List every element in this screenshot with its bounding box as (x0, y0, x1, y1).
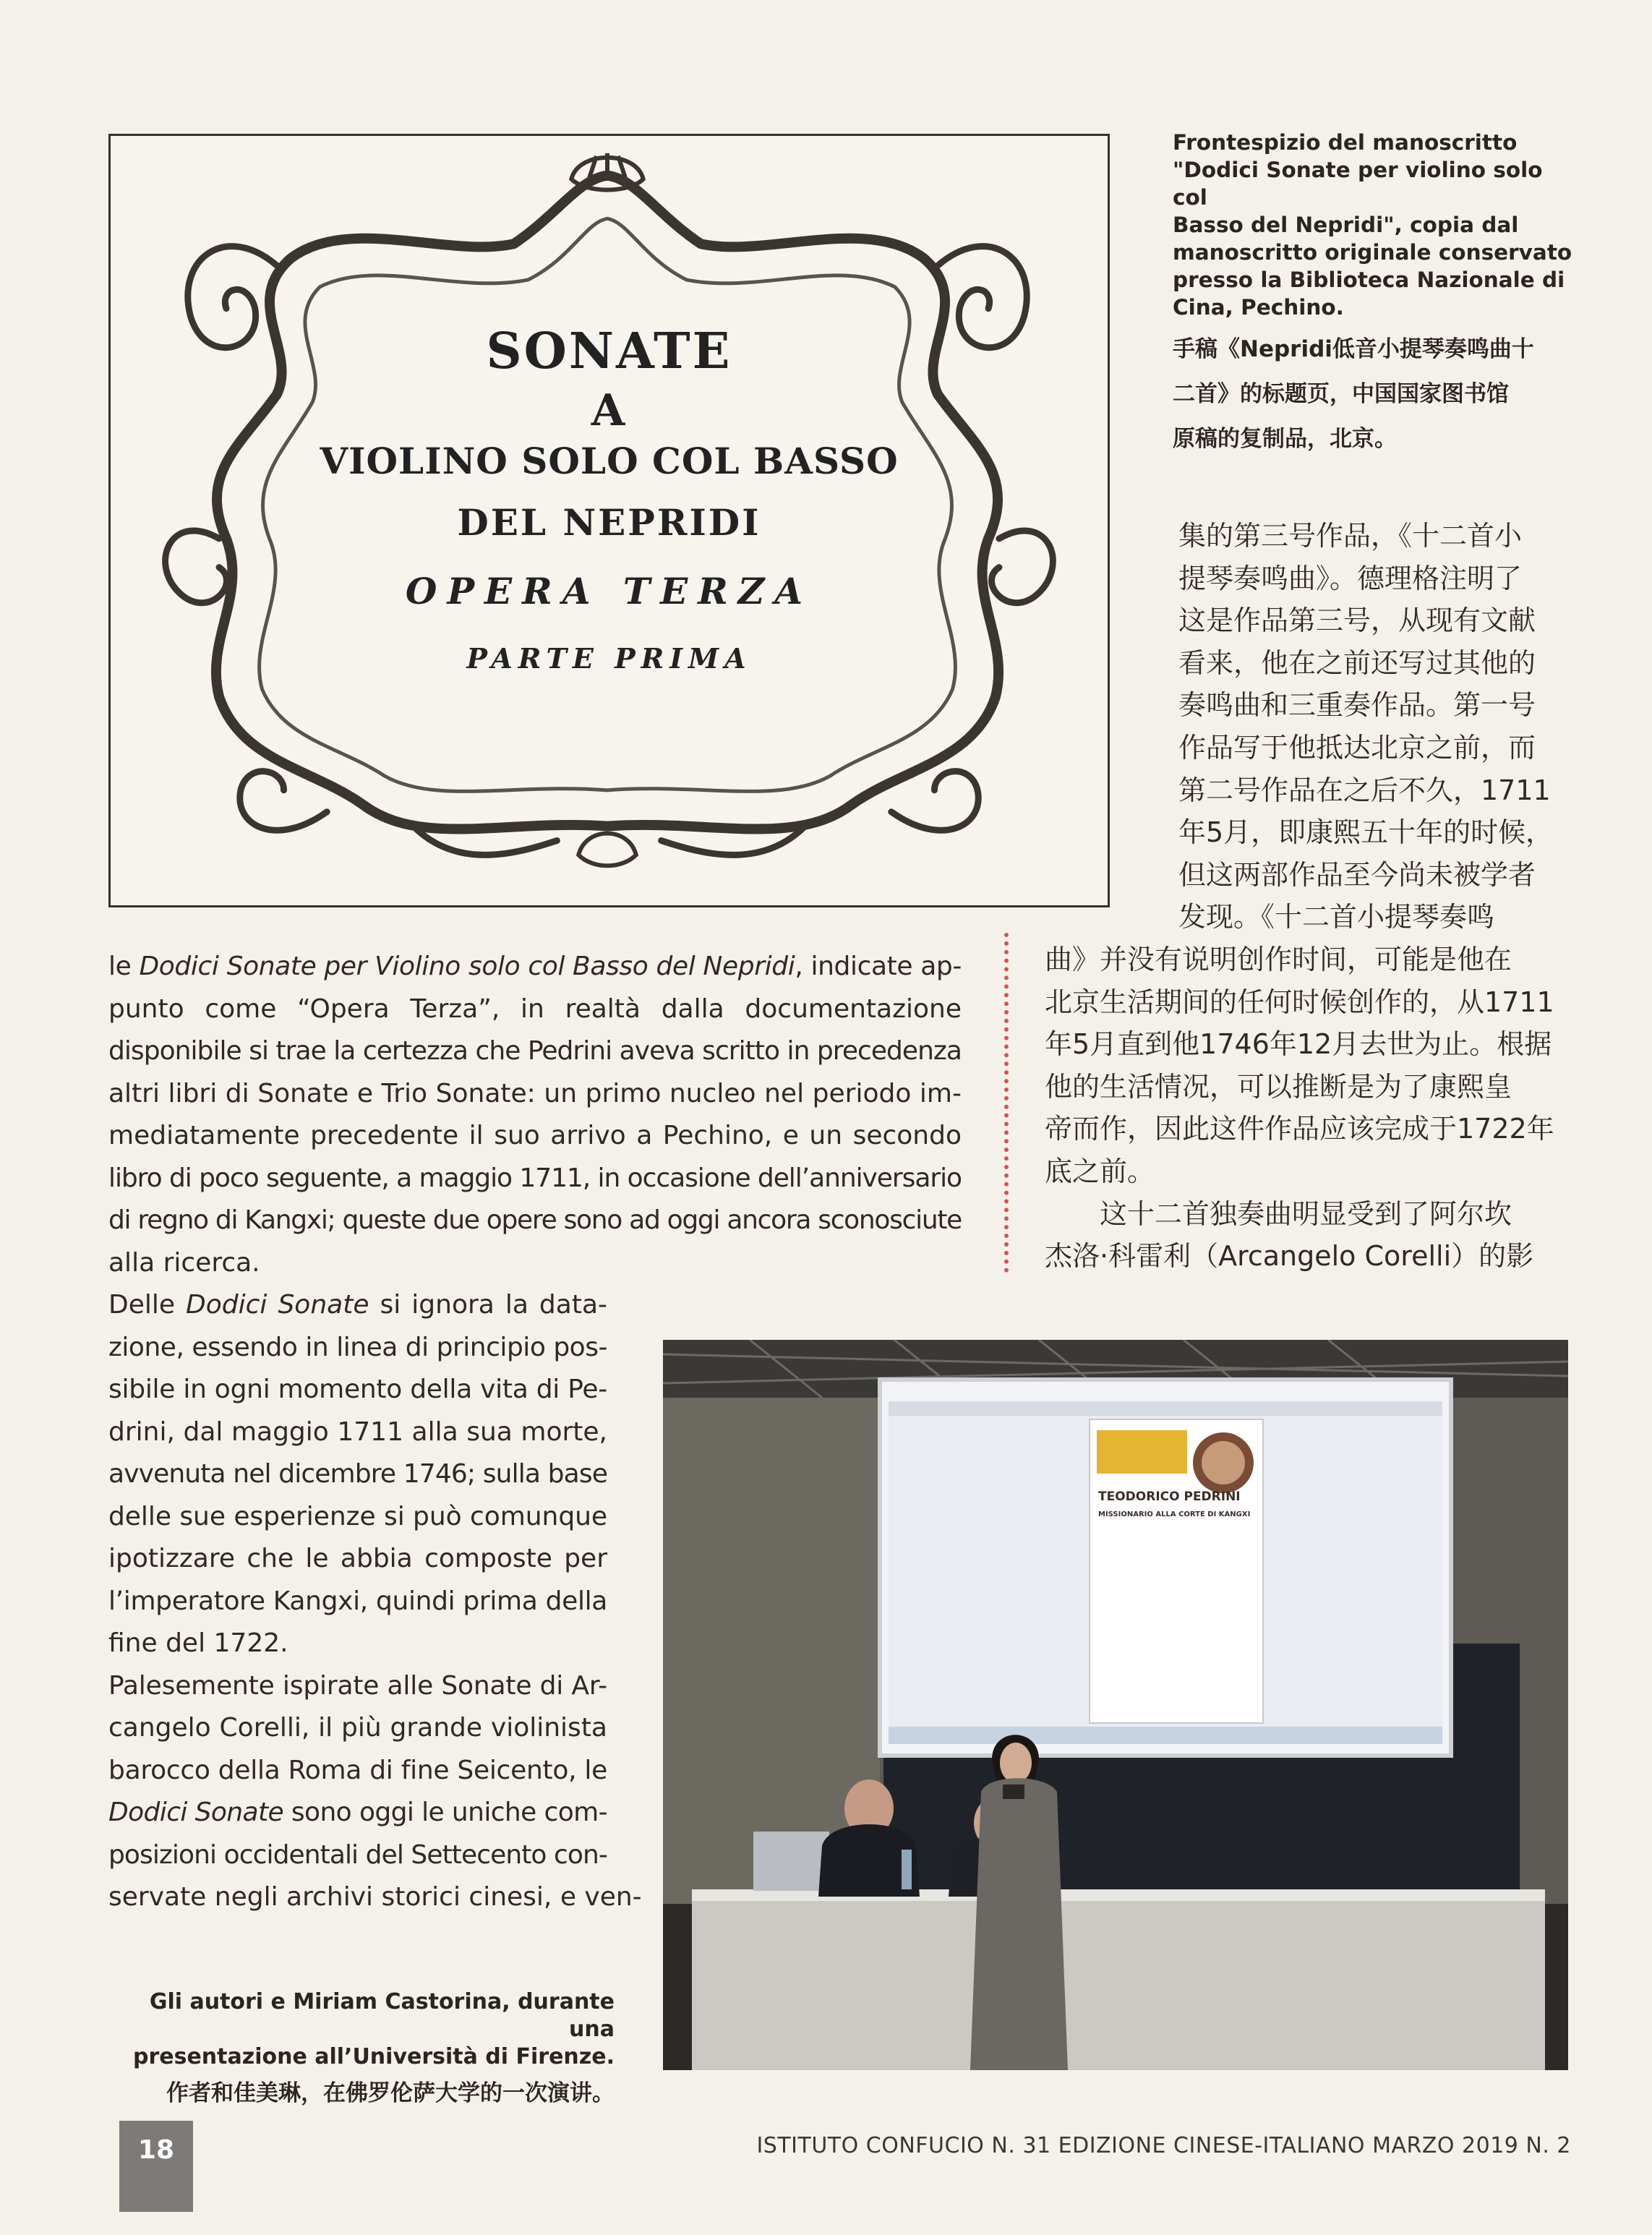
caption-italian (1173, 129, 1578, 321)
zh-line: 这是作品第三号，从现有文献 (1178, 604, 1536, 637)
text-line (108, 1538, 607, 1581)
text-line (108, 1369, 607, 1411)
chinese-paragraph-1a (1178, 515, 1652, 939)
caption-line: Cina, Pechino. (1173, 295, 1344, 320)
frontispiece-image (108, 134, 1110, 907)
text-line (108, 1453, 607, 1496)
text-line (108, 1411, 607, 1454)
text-line (108, 1158, 962, 1200)
caption-chinese: 作者和佳美琳，在佛罗伦萨大学的一次演讲。 (166, 2080, 615, 2106)
caption-italian (108, 1988, 615, 2071)
frontispiece-line-a: A (591, 385, 628, 436)
caption-line: 原稿的复制品，北京。 (1173, 426, 1397, 452)
text-line (108, 1242, 962, 1285)
zh-line: 年5月直到他1746年12月去世为止。根据 (1045, 1028, 1552, 1061)
text-span: sibile in ogni momento della vita di Pe- (108, 1375, 607, 1404)
zh-line: 底之前。 (1045, 1155, 1155, 1187)
italic-title-text: Dodici Sonate (108, 1798, 284, 1827)
frontispiece-line-nepridi: DEL NEPRIDI (457, 501, 761, 544)
frontispiece-line-violino: VIOLINO SOLO COL BASSO (320, 440, 899, 482)
presentation-photo (663, 1340, 1568, 2070)
text-line (108, 1115, 962, 1158)
caption-line: 二首》的标题页，中国国家图书馆 (1173, 381, 1509, 407)
text-line (108, 1623, 607, 1665)
text-line (108, 1834, 607, 1877)
text-line (108, 1284, 607, 1327)
text-span: altri libri di Sonate e Trio Sonate: un primo nucleo nel periodo im- (108, 1078, 962, 1108)
page-number-box (119, 2121, 193, 2212)
zh-line: 作品写于他抵达北京之前，而 (1178, 731, 1536, 764)
text-span: le (108, 952, 140, 981)
italian-body-text-1 (108, 946, 962, 1284)
caption-line: Frontespizio del manoscritto (1173, 130, 1518, 155)
zh-line: 奏鸣曲和三重奏作品。第一号 (1178, 689, 1536, 722)
text-line (108, 1581, 607, 1623)
text-span: mediatamente precedente il suo arrivo a Pechino, e un secondo (108, 1121, 962, 1150)
frontispiece-line-opera: OPERA TERZA (405, 570, 813, 612)
zh-line: 年5月，即康熙五十年的时候， (1178, 816, 1554, 849)
caption-line: presso la Biblioteca Nazionale di (1173, 268, 1565, 292)
text-span: libro di poco seguente, a maggio 1711, in occasione dell’anniversario (108, 1163, 962, 1193)
text-line (108, 988, 962, 1031)
zh-line: 发现。《十二首小提琴奏鸣 (1178, 901, 1495, 933)
photo-scene (663, 1340, 1568, 2070)
text-span: posizioni occidentali del Settecento con- (108, 1839, 607, 1870)
caption-line: presentazione all’Università di Firenze. (132, 2044, 615, 2069)
text-line (108, 1876, 642, 1919)
caption-line: Basso del Nepridi", copia dal (1173, 213, 1519, 237)
chinese-paragraph-2 (1045, 1193, 1565, 1278)
text-line (108, 1792, 607, 1834)
frontispiece-title: SONATE (486, 322, 732, 380)
text-span: zione, essendo in linea di principio pos- (108, 1332, 607, 1362)
screen-slide-title: TEODORICO PEDRINI (1098, 1490, 1241, 1504)
chinese-body-text (1045, 515, 1565, 1278)
caption-chinese (1173, 327, 1578, 461)
footer-publication-info: ISTITUTO CONFUCIO N. 31 EDIZIONE CINESE-ITALIANO MARZO 2019 N. 2 (756, 2133, 1571, 2158)
caption-line: manoscritto originale conservato (1173, 240, 1572, 265)
caption-line: 手稿《Nepridi低音小提琴奏鸣曲十 (1173, 336, 1534, 362)
zh-line: 曲》并没有说明创作时间，可能是他在 (1045, 943, 1512, 975)
text-span: disponibile si trae la certezza che Pedrini aveva scritto in precedenza (108, 1036, 962, 1066)
text-line (108, 1073, 962, 1116)
frontispiece-line-parte: PARTE PRIMA (466, 642, 752, 675)
caption-line: "Dodici Sonate per violino solo col (1173, 158, 1543, 210)
text-span: di regno di Kangxi; queste due opere sono ad oggi ancora sconosciute (108, 1205, 962, 1235)
zh-line: 他的生活情况，可以推断是为了康熙皇 (1045, 1070, 1512, 1103)
text-line (108, 1707, 607, 1750)
zh-line: 第二号作品在之后不久，1711 (1178, 774, 1551, 806)
chinese-paragraph-1b (1045, 939, 1565, 1193)
text-span: , indicate ap- (795, 952, 962, 981)
text-line (108, 1496, 607, 1539)
text-line (108, 1200, 962, 1242)
italian-body-text-2 (108, 1284, 642, 1919)
text-span: cangelo Corelli, il più grande violinista (108, 1713, 607, 1743)
text-span: punto come “Opera Terza”, in realtà dalla documentazione (108, 993, 962, 1024)
text-line (108, 1327, 607, 1369)
zh-line: 北京生活期间的任何时候创作的，从1711 (1045, 986, 1554, 1018)
zh-line: 这十二首独奏曲明显受到了阿尔坎 (1100, 1197, 1512, 1230)
text-span: Palesemente ispirate alle Sonate di Ar- (108, 1670, 608, 1701)
zh-line: 杰洛·科雷利（Arcangelo Corelli）的影 (1045, 1240, 1534, 1273)
zh-line: 但这两部作品至今尚未被学者 (1178, 858, 1536, 891)
zh-line: 集的第三号作品，《十二首小 (1178, 520, 1523, 552)
frontispiece-caption (1173, 129, 1578, 461)
zh-line: 帝而作，因此这件作品应该完成于1722年 (1045, 1113, 1554, 1145)
text-span: alla ricerca. (108, 1247, 260, 1278)
italic-title-text: Dodici Sonate per Violino solo col Basso del Nepridi (139, 952, 795, 981)
text-line (108, 1030, 962, 1073)
text-span: barocco della Roma di fine Seicento, le (108, 1755, 607, 1785)
text-span: avvenuta nel dicembre 1746; sulla base (108, 1459, 607, 1489)
text-span: l’imperatore Kangxi, quindi prima della (108, 1586, 607, 1616)
column-divider (1004, 933, 1009, 1273)
text-span: delle sue esperienze si può comunque (108, 1501, 608, 1531)
screen-slide-subtitle: MISSIONARIO ALLA CORTE DI KANGXI (1098, 1510, 1251, 1518)
page-number: 18 (137, 2135, 175, 2165)
text-span: fine del 1722. (108, 1628, 288, 1658)
text-span: drini, dal maggio 1711 alla sua morte, (108, 1416, 607, 1447)
text-span: si ignora la data- (369, 1290, 607, 1320)
photo-caption (108, 1988, 615, 2111)
caption-line: Gli autori e Miriam Castorina, durante una (149, 1989, 615, 2042)
text-span: ipotizzare che le abbia composte per (108, 1544, 607, 1573)
text-line (108, 1665, 607, 1708)
text-span: servate negli archivi storici cinesi, e ven- (108, 1882, 642, 1912)
text-span: sono oggi le uniche com- (283, 1798, 607, 1827)
text-span: Delle (108, 1290, 187, 1320)
text-line (108, 1750, 607, 1792)
zh-line: 提琴奏鸣曲》。德理格注明了 (1178, 562, 1523, 594)
zh-line: 看来，他在之前还写过其他的 (1178, 646, 1536, 679)
text-line (108, 946, 962, 988)
italic-title-text: Dodici Sonate (186, 1290, 369, 1320)
